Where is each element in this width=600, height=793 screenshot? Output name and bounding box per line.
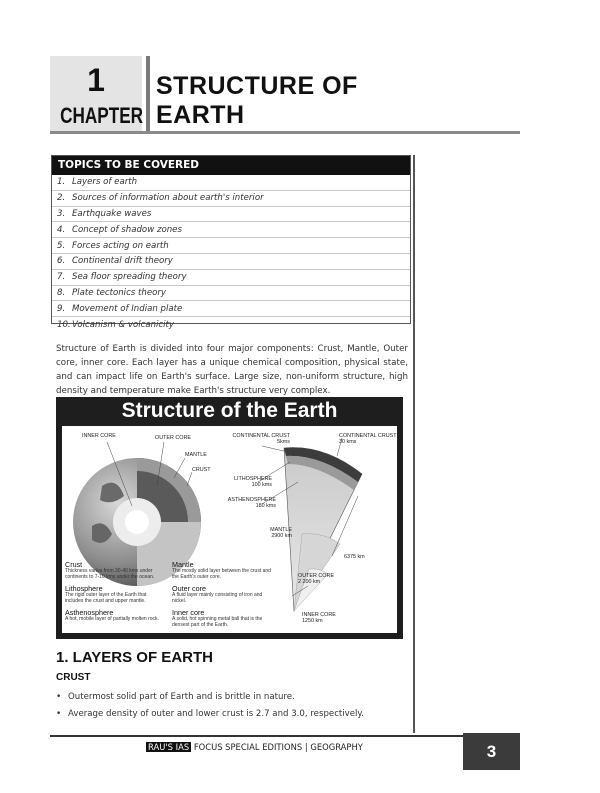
caption-crust-text: Thickness varies from 30-40 kms under continents to 7-10 kms under the ocean. xyxy=(65,568,155,580)
footer-brand: RAU'S IAS xyxy=(148,742,190,752)
label-asthenosphere: ASTHENOSPHERE 180 kms xyxy=(227,497,276,510)
label-mantle-depth: MANTLE 2900 km xyxy=(270,527,292,540)
caption-outer-core-head: Outer core xyxy=(172,584,206,593)
section-subtitle: CRUST xyxy=(56,672,91,683)
label-continental-crust-left: CONTINENTAL CRUST 5kms xyxy=(232,433,290,446)
bullet-list xyxy=(56,689,408,722)
chapter-label: CHAPTER xyxy=(60,103,144,128)
topic-item: 5. Forces acting on earth xyxy=(52,238,410,254)
section-title: 1. LAYERS OF EARTH xyxy=(56,649,213,666)
label-outer-core: OUTER CORE xyxy=(155,435,191,441)
figure-panel xyxy=(62,426,397,633)
label-continental-crust-right: CONTINENTAL CRUST 30 kms xyxy=(339,433,397,446)
caption-crust-head: Crust xyxy=(65,560,83,569)
caption-inner-core-text: A solid, hot spinning metal ball that is the densest part of the Earth. xyxy=(172,616,263,628)
intro-paragraph: Structure of Earth is divided into four major components: Crust, Mantle, Outer core, inner core. Each layer has a unique chemical composition, physical state, and can impact life on Earth's surface. Large size, non-uniform structure, high density and temperature make Earth's structure very complex. xyxy=(56,344,408,396)
chapter-badge xyxy=(50,56,142,133)
label-lithosphere: LITHOSPHERE 100 kms xyxy=(233,476,272,489)
topics-heading: TOPICS TO BE COVERED xyxy=(52,156,410,175)
earth-structure-figure xyxy=(56,397,403,639)
list-item: • Outermost solid part of Earth and is brittle in nature. xyxy=(56,689,408,706)
label-inner-core: INNER CORE xyxy=(82,433,116,439)
page-number: 3 xyxy=(463,733,520,770)
label-outer-core-depth: OUTER CORE 2 200 km xyxy=(298,573,334,586)
topic-item: 4. Concept of shadow zones xyxy=(52,222,410,238)
margin-rule xyxy=(413,155,415,733)
chapter-title xyxy=(156,72,358,130)
caption-outer-core-text: A fluid layer mainly consisting of iron and nickel. xyxy=(172,592,263,604)
topic-item: 1. Layers of earth xyxy=(52,175,410,191)
caption-lithosphere-text: The rigid outer layer of the Earth that includes the crust and upper mantle. xyxy=(65,592,147,604)
topic-item: 2. Sources of information about earth's interior xyxy=(52,191,410,207)
topic-item: 6. Continental drift theory xyxy=(52,254,410,270)
label-inner-core-depth: INNER CORE 1250 km xyxy=(302,612,336,625)
topic-item: 10. Volcanism & volcanicity xyxy=(57,319,174,330)
topic-item: 7. Sea floor spreading theory xyxy=(52,270,410,286)
figure-title: Structure of the Earth xyxy=(121,399,338,422)
caption-inner-core-head: Inner core xyxy=(172,608,205,617)
header-rule xyxy=(50,131,520,134)
bullet-icon: • xyxy=(56,692,62,702)
footer-text xyxy=(146,742,363,752)
topics-box xyxy=(51,155,411,330)
footer-rule xyxy=(50,735,520,737)
caption-asthenosphere-head: Asthenosphere xyxy=(65,608,114,617)
topic-item: 8. Plate tectonics theory xyxy=(52,286,410,302)
label-mantle: MANTLE xyxy=(185,452,207,458)
chapter-number: 1 xyxy=(87,62,105,98)
chapter-title-line1: STRUCTURE OF xyxy=(156,72,358,100)
label-radius: 6375 km xyxy=(344,554,365,560)
caption-asthenosphere-text: A hot, mobile layer of partially molten rock. xyxy=(65,616,159,622)
caption-mantle-head: Mantle xyxy=(172,560,194,569)
chapter-title-line2: EARTH xyxy=(156,101,245,129)
bullet-icon: • xyxy=(56,708,62,719)
chapter-divider xyxy=(146,56,150,133)
label-crust: CRUST xyxy=(192,467,211,473)
footer-edition: FOCUS SPECIAL EDITIONS | GEOGRAPHY xyxy=(193,742,363,752)
topic-item: 3. Earthquake waves xyxy=(52,207,410,223)
caption-mantle-text: The mostly solid layer between the crust and the Earth's outer core. xyxy=(172,568,271,580)
list-item: • Average density of outer and lower crust is 2.7 and 3.0, respectively. xyxy=(56,706,408,723)
caption-lithosphere-head: Lithosphere xyxy=(65,584,103,593)
topic-item: 9. Movement of Indian plate xyxy=(52,301,410,317)
